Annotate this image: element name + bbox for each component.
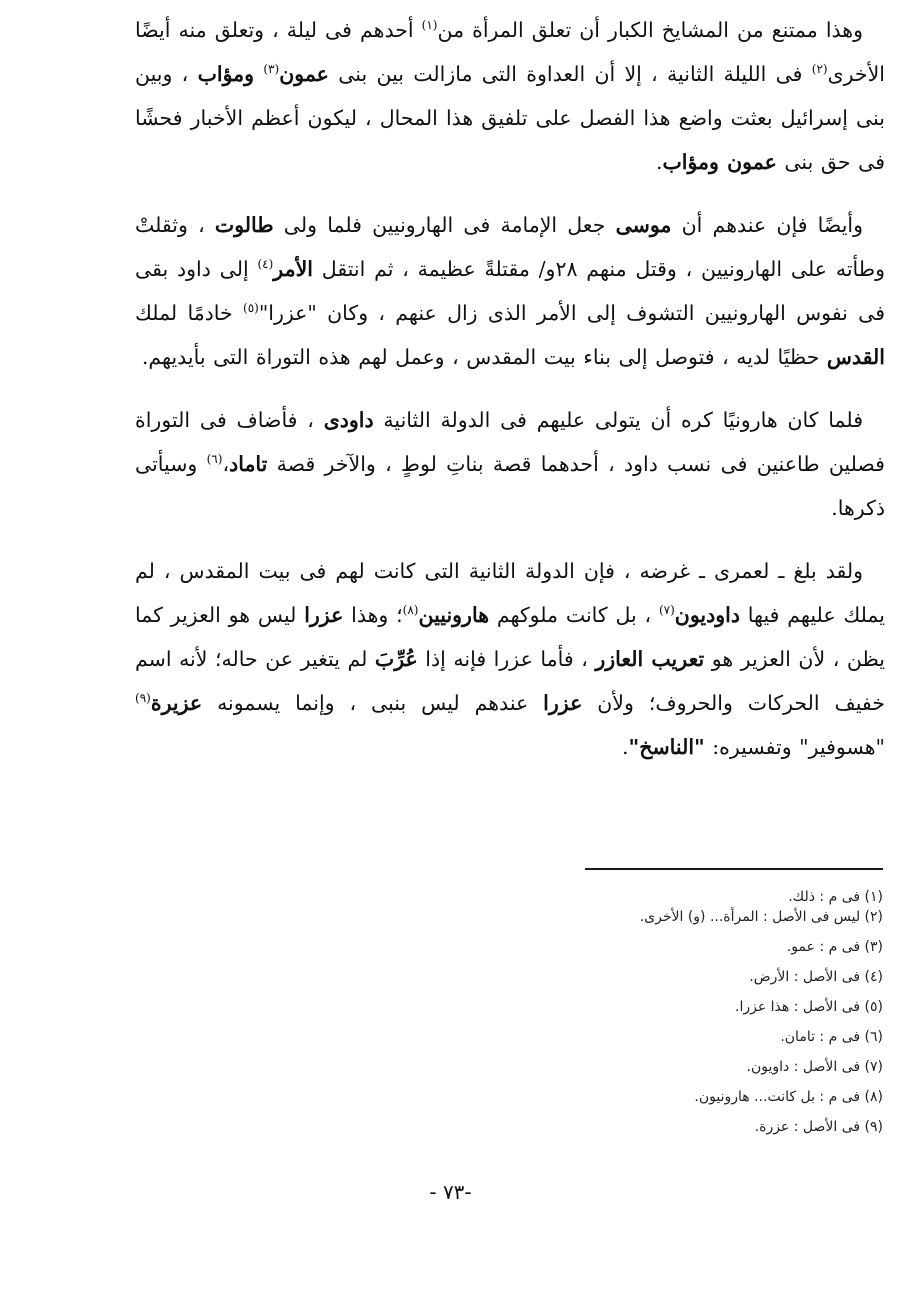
text-segment: ، وثقلتْ وطأته على الهارونيين ، وقتل منهم ٢٨و/ مقتلةً عظيمة ، ثم انتقل (135, 213, 885, 281)
text-segment: ولقد بلغ ـ لعمرى ـ غرضه ، فإن الدولة الثانية التى كانت لهم فى بيت المقدس ، لم يملك عليهم فيها (135, 559, 885, 627)
text-segment: خادمًا لملك (135, 301, 244, 325)
footnote: (٩) فى الأصل : عزرة. (754, 1119, 883, 1135)
footnote-marker: (١) (421, 18, 438, 33)
bold-term: عُرِّبَ (374, 647, 418, 671)
footnote-marker: (٢) (811, 62, 828, 77)
text-segment: . (622, 735, 629, 759)
footnote: (١) فى م : ذلك. (788, 889, 883, 905)
bold-term: عزيرة (150, 691, 203, 715)
footnote-marker: (٣) (263, 62, 280, 77)
text-segment: ، بل كانت ملوكهم (489, 603, 659, 627)
text-segment: ، (222, 452, 230, 476)
text-segment: ؛ وهذا (343, 603, 403, 627)
body-paragraph (135, 398, 885, 530)
page-body (135, 8, 885, 788)
bold-term: ومؤاب (197, 62, 255, 86)
text-segment: فى الليلة الثانية ، إلا أن العداوة التى مازالت بين بنى (328, 62, 812, 86)
text-segment: حظيًا لديه ، فتوصل إلى بناء بيت المقدس ، وعمل لهم هذه التوراة التى بأيديهم. (141, 345, 827, 369)
footnote: (٣) فى م : عمو. (786, 939, 883, 955)
footnote-marker: (٧) (658, 603, 675, 618)
footnote: (٨) فى م : بل كانت... هارونيون. (694, 1089, 883, 1105)
footnote: (٧) فى الأصل : داويون. (746, 1059, 883, 1075)
footnote-marker: (٤) (257, 257, 274, 272)
footnote: (٥) فى الأصل : هذا عزرا. (735, 999, 883, 1015)
text-segment: وأيضًا فإن عندهم أن (671, 213, 864, 237)
body-paragraph (135, 8, 885, 184)
bold-term: عزرا (543, 691, 583, 715)
footnotes-list (383, 882, 883, 1142)
bold-term: "الناسخ" (628, 735, 705, 759)
text-segment: جعل الإمامة فى الهارونيين فلما ولى (273, 213, 616, 237)
footnote: (٢) ليس فى الأصل : المرأة... (و) الأخرى. (639, 909, 883, 925)
footnote-marker: (٦) (206, 452, 223, 467)
text-segment: وسيأتى ذكرها. (135, 452, 885, 520)
bold-term: الأمر (273, 257, 313, 281)
text-segment: "هسوفير" وتفسيره: (704, 735, 885, 759)
page-number: -٧٣ - (429, 1180, 472, 1204)
text-segment: لم يتغير عن حاله؛ لأنه اسم خفيف الحركات والحروف؛ ولأن (135, 647, 885, 715)
bold-term: تاماد (229, 452, 268, 476)
text-segment: . (655, 150, 663, 174)
footnote-marker: (٨) (402, 603, 419, 618)
footnote: (٦) فى م : تامان. (780, 1029, 883, 1045)
text-segment: عندهم ليس بنبى ، وإنما يسمونه (202, 691, 544, 715)
bold-term: تعريب العازر (595, 647, 705, 671)
footnote-separator (585, 868, 883, 870)
body-paragraph (135, 549, 885, 769)
bold-term: عمون (279, 62, 329, 86)
text-segment: ليس هو العزير كما يظن ، لأن العزير هو (135, 603, 885, 671)
bold-term: عمون ومؤاب (662, 150, 777, 174)
bold-term: القدس (826, 345, 885, 369)
text-segment: فلما كان هارونيًا كره أن يتولى عليهم فى الدولة الثانية (373, 408, 863, 432)
bold-term: موسى (615, 213, 672, 237)
text-segment: وهذا ممتنع من المشايخ الكبار أن تعلق المرأة من (437, 18, 863, 42)
bold-term: داوديون (674, 603, 740, 627)
text-segment: أحدهم فى ليلة ، وتعلق منه أيضًا الأخرى (135, 18, 885, 86)
bold-term: داودى (323, 408, 374, 432)
footnote: (٤) فى الأصل : الأرض. (749, 969, 883, 985)
footnote-marker: (٩) (135, 691, 151, 706)
text-segment: ، فأضاف فى التوراة فصلين طاعنين فى نسب داود ، أحدهما قصة بناتِ لوطٍ ، والآخر قصة (135, 408, 885, 476)
bold-term: عزرا (304, 603, 344, 627)
bold-term: طالوت (214, 213, 274, 237)
text-segment: ، وبين بنى إسرائيل بعثت واضع هذا الفصل على تلفيق هذا المحال ، ليكون أعظم الأخبار فحشًا فى حق بنى (135, 62, 885, 174)
text-segment: إلى داود بقى فى نفوس الهارونيين التشوف إلى الأمر الذى زال عنهم ، وكان "عزرا" (135, 257, 885, 325)
text-segment: ، فأما عزرا فإنه إذا (417, 647, 596, 671)
bold-term: هارونيين (418, 603, 490, 627)
body-paragraph (135, 203, 885, 379)
text-segment (254, 62, 263, 86)
footnote-marker: (٥) (243, 301, 259, 316)
